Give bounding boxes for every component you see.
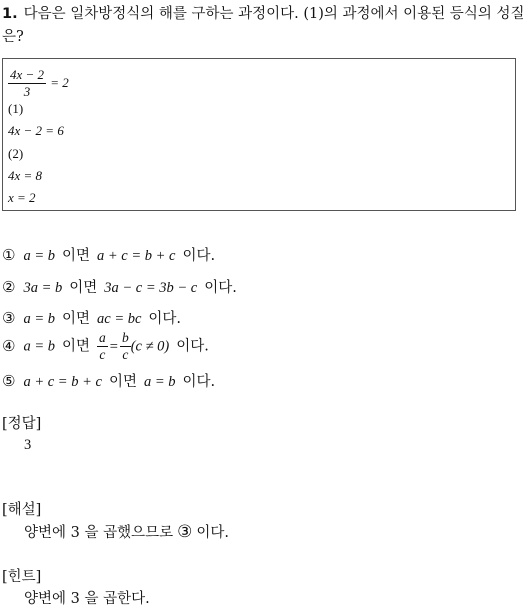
option-premise: 3a = b (23, 280, 63, 296)
equation-1-rhs: = 2 (50, 75, 69, 90)
explanation-end: 이다. (196, 525, 229, 541)
option-4-fraction-left (97, 330, 108, 363)
option-premise: a = b (23, 338, 55, 355)
fraction-denominator: c (97, 346, 108, 363)
option-connector: 이면 (108, 374, 137, 390)
question-text: 다음은 일차방정식의 해를 구하는 과정이다. (1)의 과정에서 이용된 등식의 성질은? (2, 6, 525, 45)
option-connector: 이면 (62, 311, 91, 327)
hint-text: 양변에 3 을 곱한다. (24, 591, 150, 607)
fraction-numerator: b (121, 330, 129, 345)
option-2[interactable] (2, 276, 237, 297)
step-2-label: (2) (8, 146, 24, 161)
option-4[interactable] (2, 330, 209, 363)
step-1-label: (1) (8, 101, 24, 116)
option-condition: (c ≠ 0) (130, 338, 170, 355)
question-number: 1. (2, 6, 18, 22)
option-5[interactable] (2, 370, 215, 391)
option-conclusion: a = b (143, 374, 176, 390)
fraction-numerator: a (99, 330, 106, 345)
option-connector: 이면 (69, 280, 98, 296)
equation-2: 4x − 2 = 6 (8, 123, 64, 138)
option-end: 이다. (182, 374, 216, 390)
explanation-sentence: 양변에 3 을 곱했으므로 (24, 525, 174, 541)
fraction-numerator: 4x − 2 (10, 67, 45, 82)
option-premise: a + c = b + c (23, 374, 102, 390)
option-marker: ⑤ (2, 372, 16, 390)
fraction-denominator: 3 (8, 83, 46, 100)
equation-1 (8, 67, 69, 100)
answer-heading: [정답] (2, 416, 42, 432)
equation-3: 4x = 8 (8, 168, 43, 183)
option-marker: ③ (2, 309, 16, 327)
answer-value: 3 (24, 437, 32, 453)
solution-process-box (2, 58, 516, 211)
question (2, 3, 530, 49)
explanation-heading: [해설] (2, 502, 42, 518)
option-marker: ② (2, 278, 16, 296)
option-premise: a = b (23, 248, 55, 264)
option-marker: ① (2, 246, 16, 264)
option-end: 이다. (182, 248, 216, 264)
explanation-answer-marker: ③ (177, 522, 193, 542)
equation-1-fraction (8, 67, 46, 100)
fraction-denominator: c (120, 346, 131, 363)
equation-4: x = 2 (8, 190, 36, 205)
option-4-fraction-right (120, 330, 131, 363)
hint-heading: [힌트] (2, 569, 42, 585)
option-premise: a = b (23, 311, 55, 327)
option-conclusion: 3a − c = 3b − c (104, 280, 198, 296)
option-end: 이다. (176, 338, 209, 355)
option-connector: 이면 (62, 338, 91, 355)
option-conclusion: ac = bc (97, 311, 142, 327)
explanation-text (24, 521, 229, 542)
option-marker: ④ (2, 336, 16, 355)
option-conclusion: a + c = b + c (97, 248, 176, 264)
option-3[interactable] (2, 307, 181, 328)
equals-sign: = (109, 338, 118, 355)
option-end: 이다. (148, 311, 182, 327)
option-connector: 이면 (62, 248, 91, 264)
option-end: 이다. (204, 280, 237, 296)
option-1[interactable] (2, 244, 215, 265)
